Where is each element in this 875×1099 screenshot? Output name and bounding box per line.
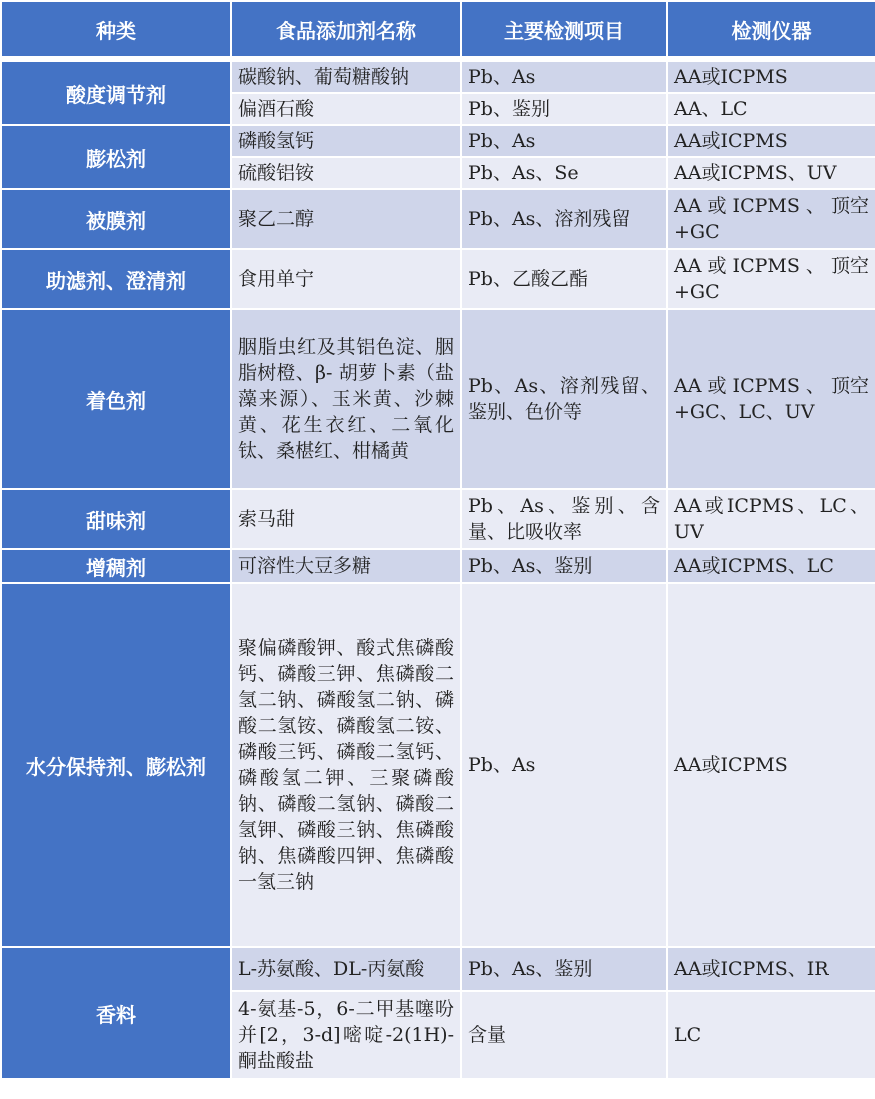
- test-items-cell: 含量: [462, 992, 666, 1078]
- instrument-cell: AA 或 ICPMS 、 顶空+GC: [668, 250, 875, 308]
- table-row: [2, 948, 875, 990]
- test-items-cell: Pb、As、鉴别: [462, 550, 666, 582]
- table-row: [2, 190, 875, 248]
- header-test-items: 主要检测项目: [462, 2, 666, 56]
- table-row: [2, 126, 875, 156]
- additive-name-cell: 聚乙二醇: [232, 190, 460, 248]
- test-items-cell: Pb、As、鉴别: [462, 948, 666, 990]
- instrument-cell: AA、LC: [668, 94, 875, 124]
- instrument-cell: AA或ICPMS: [668, 62, 875, 92]
- instrument-cell: AA或ICPMS: [668, 126, 875, 156]
- table-row: [2, 62, 875, 92]
- table-row: [2, 490, 875, 548]
- table-row: [2, 550, 875, 582]
- header-category: 种类: [2, 2, 230, 56]
- additive-name-cell: 索马甜: [232, 490, 460, 548]
- category-cell: 增稠剂: [2, 550, 230, 582]
- table-row: [2, 310, 875, 488]
- additive-name-cell: L-苏氨酸、DL-丙氨酸: [232, 948, 460, 990]
- additive-name-cell: 4-氨基-5，6-二甲基噻吩并[2，3-d]嘧啶-2(1H)-酮盐酸盐: [232, 992, 460, 1078]
- instrument-cell: AA或ICPMS、UV: [668, 158, 875, 188]
- additive-name-cell: 偏酒石酸: [232, 94, 460, 124]
- category-cell: 被膜剂: [2, 190, 230, 248]
- additive-name-cell: 硫酸铝铵: [232, 158, 460, 188]
- category-cell: 香料: [2, 948, 230, 1078]
- table-row: [2, 584, 875, 946]
- additive-name-cell: 聚偏磷酸钾、酸式焦磷酸钙、磷酸三钾、焦磷酸二氢二钠、磷酸氢二钠、磷酸二氢铵、磷酸氢二铵、磷酸三钙、磷酸二氢钙、磷酸氢二钾、三聚磷酸钠、磷酸二氢钠、磷酸二氢钾、磷酸三钠、焦磷酸钠、焦磷酸四钾、焦磷酸一氢三钠: [232, 584, 460, 946]
- category-cell: 助滤剂、澄清剂: [2, 250, 230, 308]
- additive-name-cell: 胭脂虫红及其铝色淀、胭脂树橙、β- 胡萝卜素（盐藻来源）、玉米黄、沙棘黄、花生衣红、二氧化钛、桑椹红、柑橘黄: [232, 310, 460, 488]
- instrument-cell: AA或ICPMS、IR: [668, 948, 875, 990]
- test-items-cell: Pb、As、Se: [462, 158, 666, 188]
- additive-name-cell: 磷酸氢钙: [232, 126, 460, 156]
- additive-name-cell: 碳酸钠、葡萄糖酸钠: [232, 62, 460, 92]
- test-items-cell: Pb、鉴别: [462, 94, 666, 124]
- instrument-cell: LC: [668, 992, 875, 1078]
- additive-name-cell: 可溶性大豆多糖: [232, 550, 460, 582]
- category-cell: 水分保持剂、膨松剂: [2, 584, 230, 946]
- category-cell: 甜味剂: [2, 490, 230, 548]
- category-cell: 膨松剂: [2, 126, 230, 188]
- category-cell: 酸度调节剂: [2, 62, 230, 124]
- header-instrument: 检测仪器: [668, 2, 875, 56]
- test-items-cell: Pb、乙酸乙酯: [462, 250, 666, 308]
- test-items-cell: Pb、As、鉴别、含量、比吸收率: [462, 490, 666, 548]
- instrument-cell: AA或ICPMS: [668, 584, 875, 946]
- additive-name-cell: 食用单宁: [232, 250, 460, 308]
- instrument-cell: AA 或 ICPMS 、 顶空+GC: [668, 190, 875, 248]
- category-cell: 着色剂: [2, 310, 230, 488]
- instrument-cell: AA或ICPMS、LC、UV: [668, 490, 875, 548]
- test-items-cell: Pb、As: [462, 584, 666, 946]
- header-additive-name: 食品添加剂名称: [232, 2, 460, 56]
- instrument-cell: AA 或 ICPMS 、 顶空+GC、LC、UV: [668, 310, 875, 488]
- table-row: [2, 250, 875, 308]
- test-items-cell: Pb、As: [462, 62, 666, 92]
- test-items-cell: Pb、As、溶剂残留: [462, 190, 666, 248]
- test-items-cell: Pb、As、溶剂残留、鉴别、色价等: [462, 310, 666, 488]
- instrument-cell: AA或ICPMS、LC: [668, 550, 875, 582]
- header-row: [2, 2, 875, 56]
- test-items-cell: Pb、As: [462, 126, 666, 156]
